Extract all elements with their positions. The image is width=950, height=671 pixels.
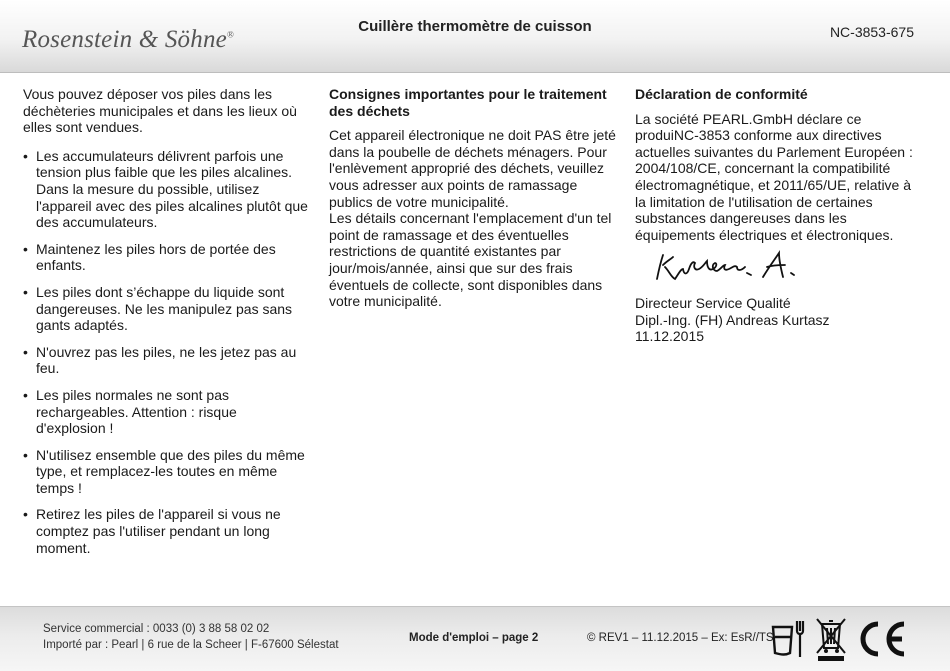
signature-date: 11.12.2015 (635, 328, 705, 345)
list-item-text: Les piles dont s’échappe du liquide sont dangereuses. Ne les manipulez pas sans gants adaptés. (36, 283, 293, 334)
list-item (23, 284, 308, 334)
list-item-text: Les accumulateurs délivrent parfois une tension plus faible que les piles alcalines. Dans la mesure du possible, utilisez l'appareil avec des piles alcalines plutôt que des accumulateurs. (36, 147, 308, 231)
battery-disposal-intro: Vous pouvez déposer vos piles dans les déchèteries municipales et dans les lieux où elles sont vendues. (23, 86, 297, 136)
food-safe-icon (770, 617, 808, 666)
list-item (23, 506, 308, 556)
list-item-text: N'ouvrez pas les piles, ne les jetez pas au feu. (36, 343, 297, 377)
product-code: NC-3853-675 (829, 24, 914, 40)
ce-mark-icon (854, 617, 912, 666)
list-item-text: N'utilisez ensemble que des piles du même type, et remplacez-les toutes en même temps ! (36, 446, 305, 496)
list-item-text: Maintenez les piles hors de portée des enfants. (36, 240, 276, 274)
column-batteries (23, 86, 308, 566)
document-title: Cuillère thermomètre de cuisson (358, 18, 592, 35)
bullet-icon: • (23, 283, 28, 300)
column-waste-disposal (329, 86, 616, 310)
list-item (23, 241, 308, 274)
bullet-icon: • (23, 147, 28, 164)
list-item (23, 387, 308, 437)
service-phone: Service commercial : 0033 (0) 3 88 58 02 02 (43, 623, 270, 635)
revision-info: © REV1 – 11.12.2015 – Ex: EsR//TS (587, 632, 774, 644)
bullet-icon: • (23, 446, 28, 463)
list-item (23, 148, 308, 231)
battery-warnings-list (23, 148, 308, 556)
page-footer (0, 606, 950, 671)
list-item (23, 447, 308, 497)
list-item-text: Retirez les piles de l'appareil si vous ne comptez pas l'utiliser pendant un long moment. (36, 506, 281, 556)
page-header (0, 0, 950, 73)
page-number-label: Mode d'emploi – page 2 (409, 632, 539, 644)
importer-address: Importé par : Pearl | 6 rue de la Scheer | F-67600 Sélestat (43, 639, 339, 651)
bullet-icon: • (23, 506, 28, 523)
conformity-heading: Déclaration de conformité (635, 86, 808, 102)
brand-name: Rosenstein & Söhne (22, 26, 227, 53)
bullet-icon: • (23, 386, 28, 403)
conformity-text: La société PEARL.GmbH déclare ce produiNC-3853 conforme aux directives actuelles suivantes du Parlement Européen : 2004/108/CE, concernant la compatibilité électromagnétique, et 2011/65/UE, relative à la limitation de l'utilisation de certaines substances dangereuses dans les équipements électriques et électroniques. (635, 110, 913, 243)
list-item-text: Les piles normales ne sont pas rechargeables. Attention : risque d'explosion ! (36, 386, 237, 437)
brand-registered-mark: ® (226, 29, 235, 40)
handwritten-signature (651, 249, 915, 289)
weee-crossed-bin-icon (814, 616, 848, 667)
list-item (23, 344, 308, 377)
bullet-icon: • (23, 240, 28, 257)
column-conformity (635, 86, 915, 345)
bullet-icon: • (23, 343, 28, 360)
waste-paragraph-1: Cet appareil électronique ne doit PAS être jeté dans la poubelle de déchets ménagers. Pour l'enlèvement approprié des déchets, veuillez vous adresser aux points de ramassage publics de votre municipalité. (329, 127, 616, 210)
waste-paragraph-2: Les détails concernant l'emplacement d'un tel point de ramassage et des éventuelles restrictions de quantité existantes par jour/mois/année, ainsi que sur des frais éventuels de collecte, sont disponibles dans votre municipalité. (329, 210, 612, 310)
contact-info (43, 621, 339, 653)
signatory-name: Dipl.-Ing. (FH) Andreas Kurtasz (635, 311, 830, 328)
signatory-role: Directeur Service Qualité (635, 294, 791, 311)
waste-heading: Consignes importantes pour le traitement des déchets (329, 86, 607, 119)
certification-icons (770, 619, 918, 663)
